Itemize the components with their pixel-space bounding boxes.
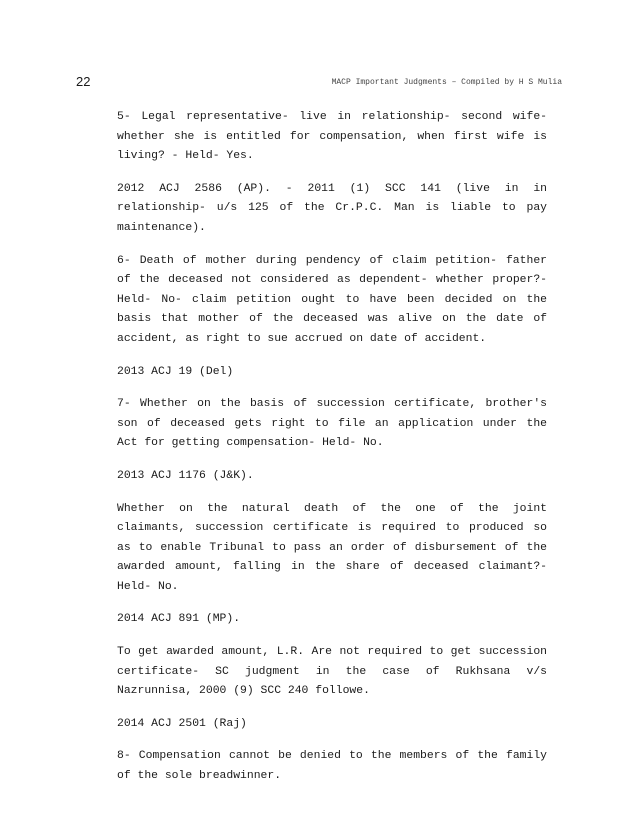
paragraph-citation-2013-acj-19: 2013 ACJ 19 (Del) — [117, 365, 234, 378]
page-number: 22 — [76, 74, 91, 89]
paragraph-citation-2012-acj-2586: 2012 ACJ 2586 (AP). - 2011 (1) SCC 141 (live in in relationship- u/s 125 of the Cr.P.C. Man is liable to pay maintenance). — [117, 182, 547, 234]
paragraph-natural-death-question: Whether on the natural death of the one of the joint claimants, succession certificate is required to produced so as to enable Tribunal to pass an order of disbursement of the awarded amount, falling in the share of deceased claimant?- Held- No. — [117, 502, 547, 593]
paragraph-item-7-heading: 7- Whether on the basis of succession certificate, brother's son of deceased gets right to file an application under the Act for getting compensation- Held- No. — [117, 398, 547, 450]
page-body — [117, 108, 547, 800]
paragraph-citation-2014-acj-2501: 2014 ACJ 2501 (Raj) — [117, 717, 247, 730]
paragraph-citation-2014-acj-891: 2014 ACJ 891 (MP). — [117, 613, 241, 626]
paragraph-item-5-heading: 5- Legal representative- live in relationship- second wife- whether she is entitled for compensation, when first wife is living? - Held- Yes. — [117, 111, 547, 163]
paragraph-item-8-heading: 8- Compensation cannot be denied to the members of the family of the sole breadwinner. — [117, 750, 547, 783]
paragraph-item-6-heading: 6- Death of mother during pendency of claim petition- father of the deceased not considered as dependent- whether proper?- Held- No- claim petition ought to have been decided on the basis that mother of the deceased was alive on the date of accident, as right to sue accrued on date of accident. — [117, 254, 547, 345]
paragraph-citation-2013-acj-1176: 2013 ACJ 1176 (J&K). — [117, 469, 254, 482]
paragraph-awarded-amount-note: To get awarded amount, L.R. Are not required to get succession certificate- SC judgment in the case of Rukhsana v/s Nazrunnisa, 2000 (9) SCC 240 followe. — [117, 646, 547, 698]
running-header-title: MACP Important Judgments – Compiled by H S Mulia — [331, 78, 562, 87]
